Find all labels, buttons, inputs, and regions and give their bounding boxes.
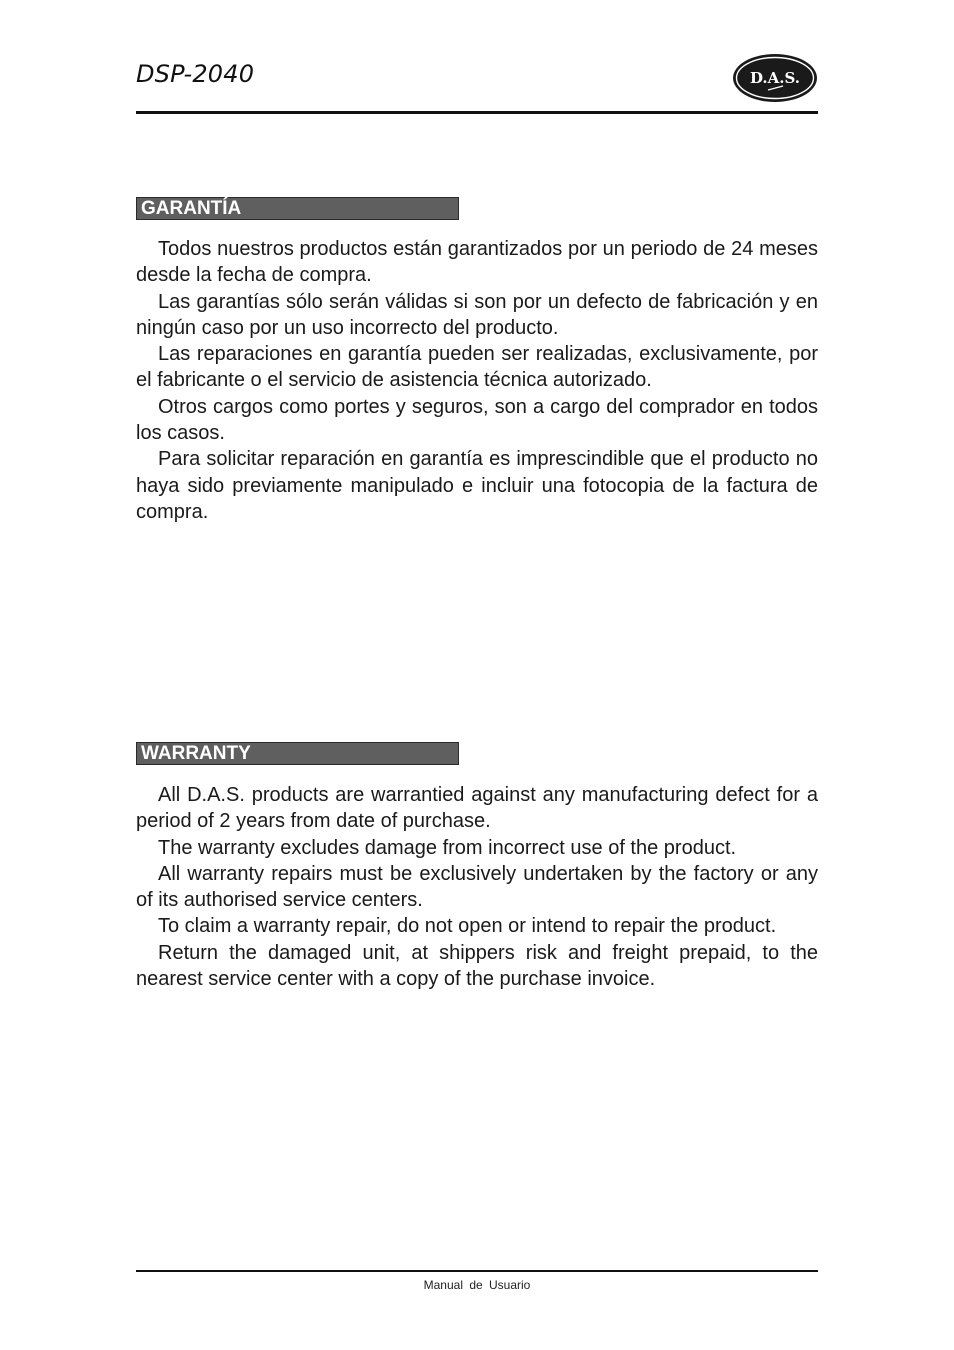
section-heading-garantia: GARANTÍA — [136, 197, 459, 220]
das-logo-icon — [731, 52, 819, 104]
footer-text: Manual de Usuario — [423, 1278, 531, 1292]
paragraph: Las reparaciones en garantía pueden ser realizadas, exclusivamente, por el fabricante o el servicio de asistencia técnica autorizado. — [136, 343, 818, 392]
paragraph: The warranty excludes damage from incorrect use of the product. — [158, 836, 737, 859]
paragraph: All warranty repairs must be exclusively undertaken by the factory or any of its authorised service centers. — [136, 862, 818, 912]
section-heading-warranty: WARRANTY — [136, 742, 459, 765]
paragraph: To claim a warranty repair, do not open or intend to repair the product. — [158, 915, 777, 938]
section-body-warranty — [136, 782, 818, 992]
paragraph: Para solicitar reparación en garantía es imprescindible que el producto no haya sido previamente manipulado e incluir una fotocopia de la factura de compra. — [136, 448, 818, 523]
das-logo — [731, 52, 819, 104]
paragraph: Return the damaged unit, at shippers risk and freight prepaid, to the nearest service center with a copy of the purchase invoice. — [136, 941, 818, 991]
paragraph: Otros cargos como portes y seguros, son a cargo del comprador en todos los casos. — [136, 395, 818, 445]
page-title: DSP-2040 — [136, 60, 255, 88]
paragraph: Todos nuestros productos están garantizados por un periodo de 24 meses desde la fecha de compra. — [136, 238, 818, 287]
logo-text: D.A.S. — [749, 69, 801, 87]
footer-rule — [136, 1270, 818, 1272]
paragraph: All D.A.S. products are warrantied against any manufacturing defect for a period of 2 years from date of purchase. — [136, 784, 818, 833]
paragraph: Las garantías sólo serán válidas si son por un defecto de fabricación y en ningún caso por un uso incorrecto del producto. — [136, 290, 818, 339]
header-rule — [136, 111, 818, 114]
section-body-garantia — [136, 236, 818, 525]
